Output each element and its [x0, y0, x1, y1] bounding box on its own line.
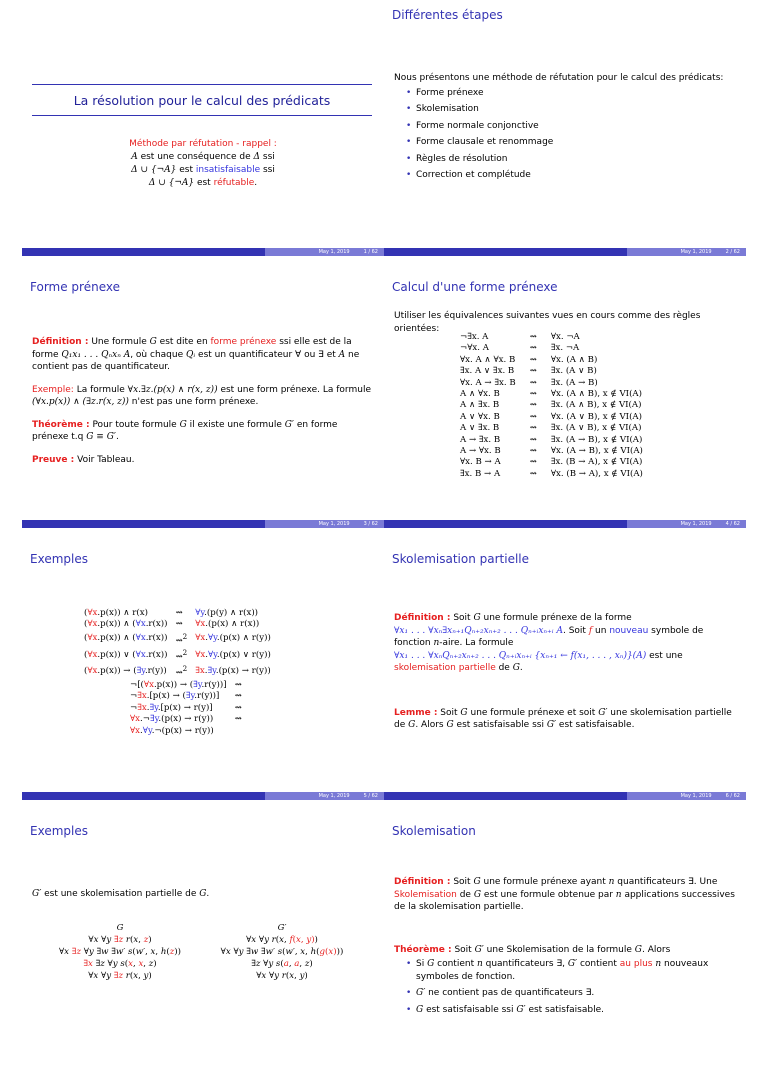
lhs-formula: A ∨ ∃x. B: [460, 423, 500, 434]
skolem-content: [394, 876, 736, 1020]
rhs-formula: ∀x. ¬A: [550, 332, 580, 342]
footer-bar: [384, 792, 746, 800]
table-row: (∀x.p(x)) ∨ (∀x.r(x)) ⇝$^2$ ∀x.∀y.(p(x) ∨ r(y)): [84, 648, 271, 662]
column-header: G: [116, 923, 124, 933]
page-number: 2 / 62: [725, 249, 740, 255]
rewrite-arrow: ⇝: [529, 354, 537, 365]
slide-7: [22, 816, 384, 1072]
footer-bar: [22, 520, 384, 528]
example: Exemple: La formule ∀x.∃z.(p(x) ∧ r(x, z)) est une form prénexe. La formule (∀x.p(x)) ∧ (∃z.r(x, z)) n'est pas une form prénexe.: [32, 384, 371, 407]
table-row: (∀x.p(x)) ∧ (∀x.r(x)) ⇝ ∀x.(p(x) ∧ r(x)): [84, 619, 260, 630]
list-item: • Skolemisation: [416, 103, 736, 116]
lhs-formula: A → ∀x. B: [460, 446, 501, 457]
formula: ∀x ∀y r(x, f(x, y)): [246, 935, 318, 945]
rewrite-arrow: ⇝: [529, 377, 537, 388]
column-header: G′: [277, 923, 287, 933]
list-item: • Règles de résolution: [416, 153, 736, 166]
lhs-formula: A ∧ ∀x. B: [460, 389, 500, 400]
definition: Définition : Soit G une formule prénexe de la forme ∀x₁ . . . ∀xₙ∃xₙ₊₁Qₙ₊₂xₙ₊₂ . . . Qₙ₊ᵢxₙ₊ᵢ A. Soit f un nouveau symbole de fonction n-aire. La formule ∀x₁ . . . ∀xₙQₙ₊₂xₙ₊₂ . . . Qₙ₊ᵢxₙ₊ᵢ {xₙ₊₁ ← f(x₁, . . . , xₙ)}(A) est une skolemisation partielle de G.: [394, 613, 704, 673]
footer-date: May 1, 2019: [318, 249, 350, 255]
rhs-formula: ∀x. (A → B), x ∉ VI(A): [550, 446, 643, 457]
table-row: (∀x.p(x)) → (∃y.r(y)) ⇝$^2$ ∃x.∃y.(p(x) → r(y)): [84, 664, 271, 679]
lhs-formula: ∃x. B → A: [460, 468, 501, 479]
table-row: [456, 457, 647, 468]
list-item: • G est satisfaisable ssi G′ est satisfaisable.: [416, 1004, 736, 1017]
formula: ∀x ∀y ∃z r(x, z): [88, 935, 152, 945]
list-item: • G′ ne contient pas de quantificateurs ∃.: [416, 987, 736, 1000]
frame-title: Skolemisation partielle: [392, 552, 530, 566]
rewrite-arrow: ⇝: [529, 446, 537, 457]
formula: ∀x ∀y r(x, y): [256, 971, 308, 981]
table-row: (∀x.p(x)) ∧ r(x) ⇝ ∀y.(p(y) ∧ r(x)): [84, 608, 259, 618]
list-item: • Correction et complétude: [416, 169, 736, 182]
footer-date: May 1, 2019: [680, 793, 712, 799]
formula: ∀x ∃z ∀y ∃w ∃w′ s(w′, x, h(z)): [58, 947, 182, 957]
rhs-formula: ∃x. (A ∧ B), x ∉ VI(A): [550, 400, 642, 411]
footer-bar: [384, 520, 746, 528]
footer-date: May 1, 2019: [318, 793, 350, 799]
table-row: [456, 343, 647, 354]
line-4: Δ ∪ {¬A} est réfutable.: [148, 178, 258, 188]
column-g: [46, 922, 194, 982]
rhs-formula: ∃x. (A ∨ B): [550, 366, 597, 377]
table-row: ∀x.∀y.¬(p(x) → r(y)): [130, 725, 214, 736]
rewrite-arrow: ⇝: [529, 343, 537, 354]
slide-4: [384, 272, 746, 528]
slide-1: [22, 0, 384, 256]
slide-3: [22, 272, 384, 528]
rewrite-arrow: ⇝: [529, 411, 537, 422]
frame-title: Forme prénexe: [30, 280, 120, 294]
frame-title: Exemples: [30, 552, 88, 566]
list-item: • Forme prénexe: [416, 87, 736, 100]
table-row: [456, 332, 647, 343]
examples-table-2: [126, 680, 246, 737]
rhs-formula: ∃x. (A → B), x ∉ VI(A): [550, 434, 643, 445]
slide-6: [384, 544, 746, 800]
slide-5: [22, 544, 384, 800]
frame-title: Calcul d'une forme prénexe: [392, 280, 558, 294]
formula: ∃x ∃z ∀y s(x, x, z): [83, 959, 157, 969]
method-label: Méthode par réfutation - rappel :: [129, 139, 277, 149]
lhs-formula: ∀x. A → ∃x. B: [460, 377, 516, 388]
lhs-formula: ¬∀x. A: [460, 343, 489, 354]
footer-date: May 1, 2019: [680, 249, 712, 255]
table-row: [456, 378, 647, 389]
rewrite-arrow: ⇝: [529, 457, 537, 468]
line-3: Δ ∪ {¬A} est insatisfaisable ssi: [131, 165, 275, 175]
table-row: ¬[(∀x.p(x)) → (∃y.r(y))] ⇝: [130, 680, 242, 690]
lemma: Lemme : Soit G une formule prénexe et soit G′ une skolemisation partielle de G. Alors G est satisfaisable ssi G′ est satisfaisable.: [394, 707, 732, 730]
rhs-formula: ∃x. ¬A: [550, 343, 580, 354]
slide-title: La résolution pour le calcul des prédicats: [73, 92, 331, 108]
table-row: [456, 423, 647, 434]
footer-date: May 1, 2019: [318, 521, 350, 527]
refutation-reminder: [32, 138, 374, 190]
table-row: (∀x.p(x)) ∧ (∀x.r(x)) ⇝$^2$ ∀x.∀y.(p(x) ∧ r(y)): [84, 631, 271, 646]
table-row: ¬∃x.∃y.[p(x) → r(y)] ⇝: [130, 702, 242, 713]
rhs-formula: ∃x. (A ∨ B), x ∉ VI(A): [550, 423, 642, 434]
proof: Preuve : Voir Tableau.: [32, 454, 135, 465]
column-g-prime: [202, 922, 362, 982]
intro-text: Utiliser les équivalences suivantes vues en cours comme des règles orientées:: [394, 311, 701, 334]
theorem: Théorème : Pour toute formule G il existe une formule G′ en forme prénexe t.q G ≡ G′.: [32, 419, 338, 442]
table-row: [456, 400, 647, 411]
table-row: [456, 446, 647, 457]
theorem-list: [394, 958, 736, 1016]
rewrite-arrow: ⇝: [529, 400, 537, 411]
definition: Définition : Soit G une formule prénexe ayant n quantificateurs ∃. Une Skolemisation de G est une formule obtenue par n applications successives de la skolemisation partielle.: [394, 877, 735, 912]
page-number: 1 / 62: [363, 249, 378, 255]
lhs-formula: ∃x. A ∨ ∃x. B: [460, 366, 515, 377]
rhs-formula: ∀x. (A ∧ B), x ∉ VI(A): [550, 389, 642, 400]
footer-bar: [22, 248, 384, 256]
rewrite-arrow: ⇝: [529, 434, 537, 445]
intro-text: G′ est une skolemisation partielle de G.: [32, 889, 210, 899]
line-2: A est une conséquence de Δ ssi: [131, 152, 275, 162]
table-row: ¬∃x.[p(x) → (∃y.r(y))] ⇝: [130, 691, 242, 702]
lhs-formula: ∀x. A ∧ ∀x. B: [460, 354, 516, 365]
title-box: [32, 84, 372, 116]
frame-title: Exemples: [30, 824, 88, 838]
rewrite-arrow: ⇝: [529, 389, 537, 400]
rhs-formula: ∀x. (A ∧ B): [550, 354, 598, 365]
footer-date: May 1, 2019: [680, 521, 712, 527]
formula: ∀x ∀y ∃z r(x, y): [88, 971, 152, 981]
table-row: [456, 389, 647, 400]
theorem: Théorème : Soit G′ une Skolemisation de la formule G. Alors: [394, 944, 671, 955]
page-number: 3 / 62: [363, 521, 378, 527]
rhs-formula: ∃x. (A → B): [550, 377, 598, 388]
slide-2: [384, 0, 746, 256]
slide-8: [384, 816, 746, 1072]
table-row: [456, 435, 647, 446]
formula: ∃z ∀y s(a, a, z): [251, 959, 313, 969]
footer-bar: [384, 248, 746, 256]
frame-title: Skolemisation: [392, 824, 476, 838]
rewrite-arrow: ⇝: [529, 468, 537, 479]
table-row: [456, 366, 647, 377]
table-row: [456, 412, 647, 423]
list-item: • Forme clausale et renommage: [416, 136, 736, 149]
examples-table-1: [80, 608, 275, 680]
skolem-partial-content: [394, 612, 736, 732]
intro-text: Nous présentons une méthode de réfutation pour le calcul des prédicats:: [394, 73, 724, 83]
table-row: ∀x.¬∃y.(p(x) → r(y)) ⇝: [130, 714, 242, 725]
page-number: 6 / 62: [725, 793, 740, 799]
page-number: 5 / 62: [363, 793, 378, 799]
rhs-formula: ∀x. (A ∨ B), x ∉ VI(A): [550, 411, 642, 422]
rhs-formula: ∃x. (B → A), x ∉ VI(A): [550, 457, 643, 468]
rhs-formula: ∀x. (B → A), x ∉ VI(A): [550, 468, 643, 479]
rewrite-arrow: ⇝: [529, 423, 537, 434]
lhs-formula: ∀x. B → A: [460, 457, 501, 468]
list-item: • Forme normale conjonctive: [416, 120, 736, 133]
lhs-formula: ¬∃x. A: [460, 332, 489, 342]
footer-bar: [22, 792, 384, 800]
steps-list: [394, 87, 736, 182]
list-item: • Si G contient n quantificateurs ∃, G′ contient au plus n nouveaux symboles de fonction.: [416, 958, 736, 983]
frame-title: Différentes étapes: [392, 8, 503, 22]
table-row: [456, 355, 647, 366]
equivalences-table: [456, 332, 647, 480]
lhs-formula: A → ∃x. B: [460, 434, 501, 445]
rewrite-arrow: ⇝: [529, 366, 537, 377]
lhs-formula: A ∧ ∃x. B: [460, 400, 500, 411]
prenex-content: [32, 336, 374, 466]
page-number: 4 / 62: [725, 521, 740, 527]
rewrite-arrow: ⇝: [529, 332, 537, 342]
formula: ∀x ∀y ∃w ∃w′ s(w′, x, h(g(x))): [220, 947, 344, 957]
definition: Définition : Une formule G est dite en forme prénexe ssi elle est de la forme Q₁x₁ . . . Qₙxₙ A, où chaque Qᵢ est un quantificateur ∀ ou ∃ et A ne contient pas de quantificateur.: [32, 337, 360, 372]
lhs-formula: A ∨ ∀x. B: [460, 411, 500, 422]
table-row: [456, 469, 647, 480]
steps-content: [394, 72, 736, 186]
